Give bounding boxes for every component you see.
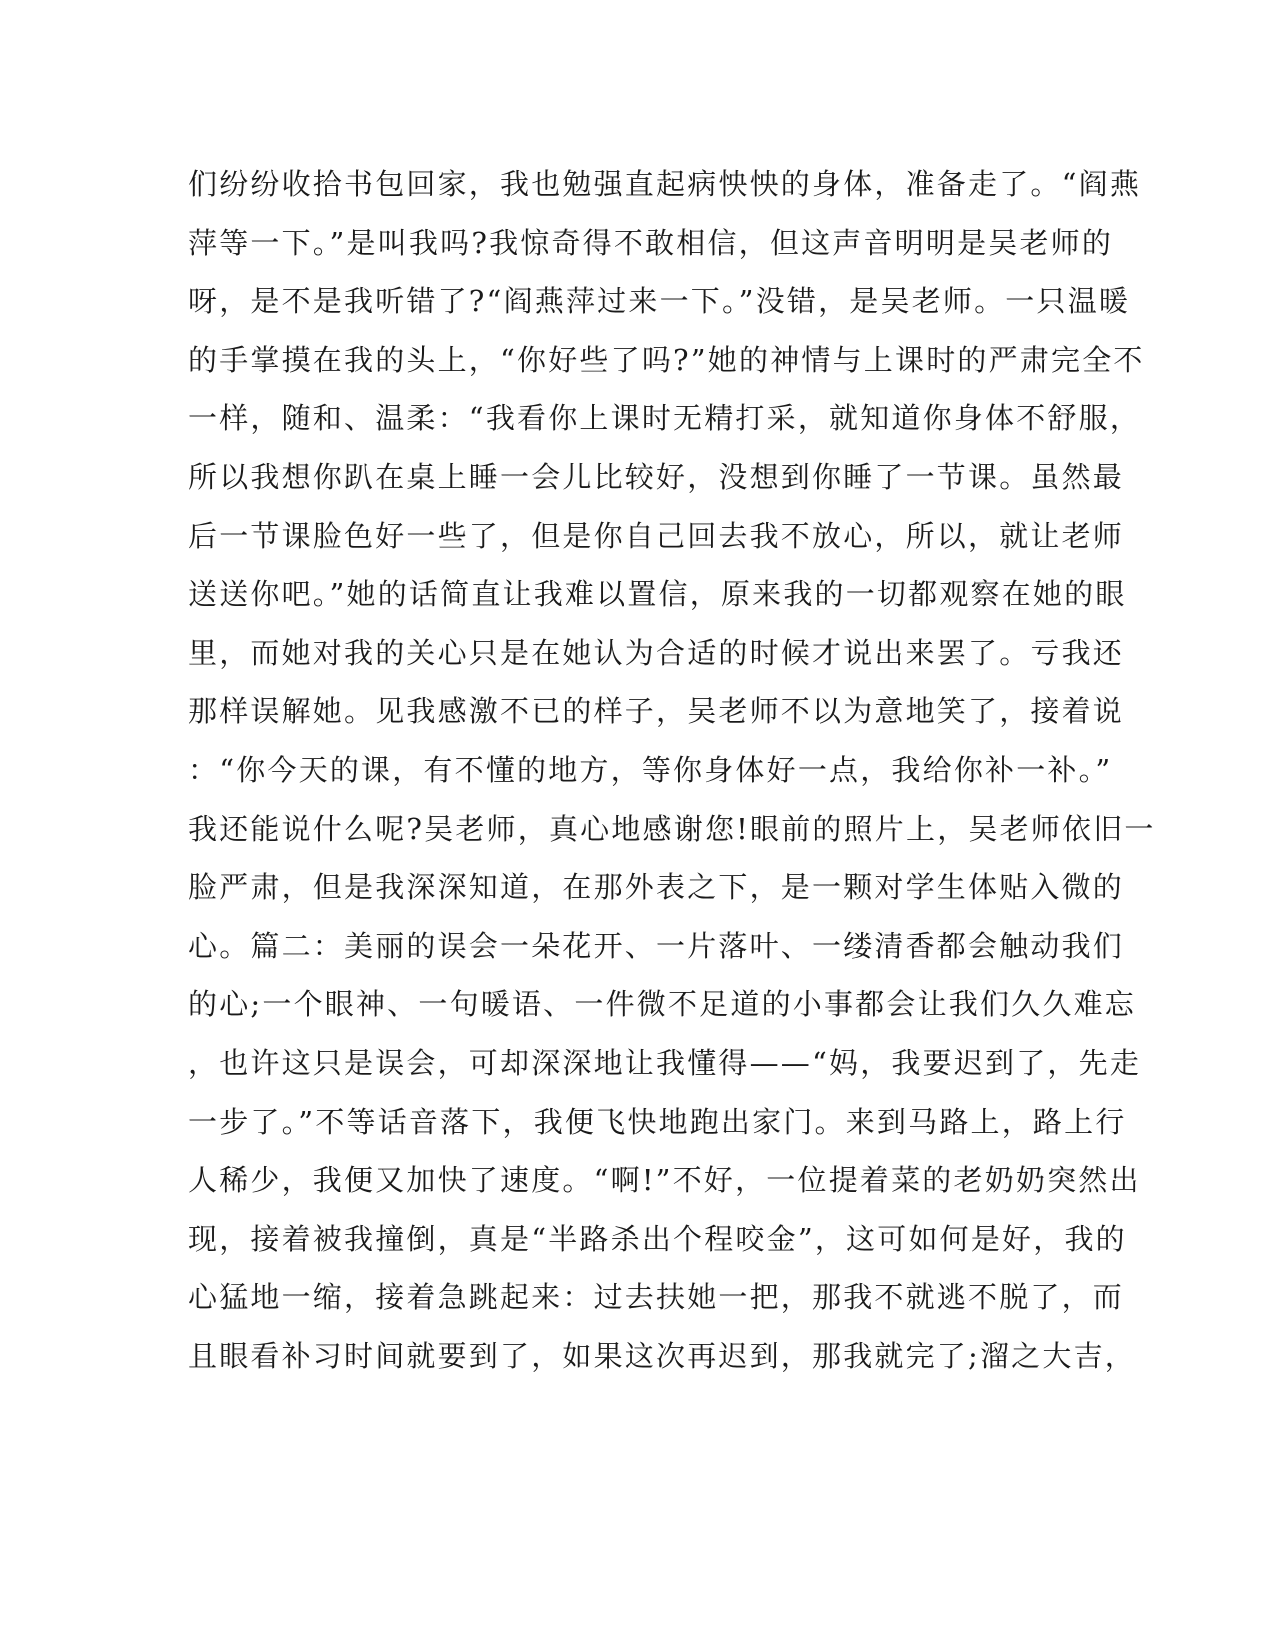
text-line: 人稀少，我便又加快了速度。“啊!”不好，一位提着菜的老奶奶突然出 [188, 1163, 1141, 1198]
text-line: 的手掌摸在我的头上，“你好些了吗?”她的神情与上课时的严肃完全不 [188, 342, 1145, 377]
text-line: 的心;一个眼神、一句暖语、一件微不足道的小事都会让我们久久难忘 [188, 987, 1136, 1022]
text-line: 心。篇二：美丽的误会一朵花开、一片落叶、一缕清香都会触动我们 [188, 928, 1125, 963]
text-line: 里，而她对我的关心只是在她认为合适的时候才说出来罢了。亏我还 [188, 635, 1125, 670]
text-line: ：“你今天的课，有不懂的地方，等你身体好一点，我给你补一补。” [188, 752, 1113, 787]
text-line: 一步了。”不等话音落下，我便飞快地跑出家门。来到马路上，路上行 [188, 1104, 1127, 1139]
text-line: 且眼看补习时间就要到了，如果这次再迟到，那我就完了;溜之大吉， [188, 1338, 1136, 1373]
body-text [188, 162, 1156, 1392]
text-line: 呀，是不是我听错了?“阎燕萍过来一下。”没错，是吴老师。一只温暖 [188, 284, 1131, 319]
text-line: 我还能说什么呢?吴老师，真心地感谢您!眼前的照片上，吴老师依旧一 [188, 811, 1156, 846]
text-line: 一样，随和、温柔：“我看你上课时无精打采，就知道你身体不舒服， [188, 401, 1142, 436]
text-line: 现，接着被我撞倒，真是“半路杀出个程咬金”，这可如何是好，我的 [188, 1221, 1127, 1256]
text-line: 后一节课脸色好一些了，但是你自己回去我不放心，所以，就让老师 [188, 518, 1125, 553]
text-line: ，也许这只是误会，可却深深地让我懂得——“妈，我要迟到了，先走 [188, 1045, 1142, 1080]
text-line: 所以我想你趴在桌上睡一会儿比较好，没想到你睡了一节课。虽然最 [188, 459, 1125, 494]
text-line: 们纷纷收拾书包回家，我也勉强直起病怏怏的身体，准备走了。“阎燕 [188, 167, 1142, 201]
text-line: 脸严肃，但是我深深知道，在那外表之下，是一颗对学生体贴入微的 [188, 870, 1125, 905]
text-line: 萍等一下。”是叫我吗?我惊奇得不敢相信，但这声音明明是吴老师的 [188, 225, 1114, 260]
text-line: 心猛地一缩，接着急跳起来：过去扶她一把，那我不就逃不脱了，而 [188, 1280, 1125, 1315]
text-line: 那样误解她。见我感激不已的样子，吴老师不以为意地笑了，接着说 [188, 694, 1125, 729]
text-line: 送送你吧。”她的话简直让我难以置信，原来我的一切都观察在她的眼 [188, 577, 1127, 612]
